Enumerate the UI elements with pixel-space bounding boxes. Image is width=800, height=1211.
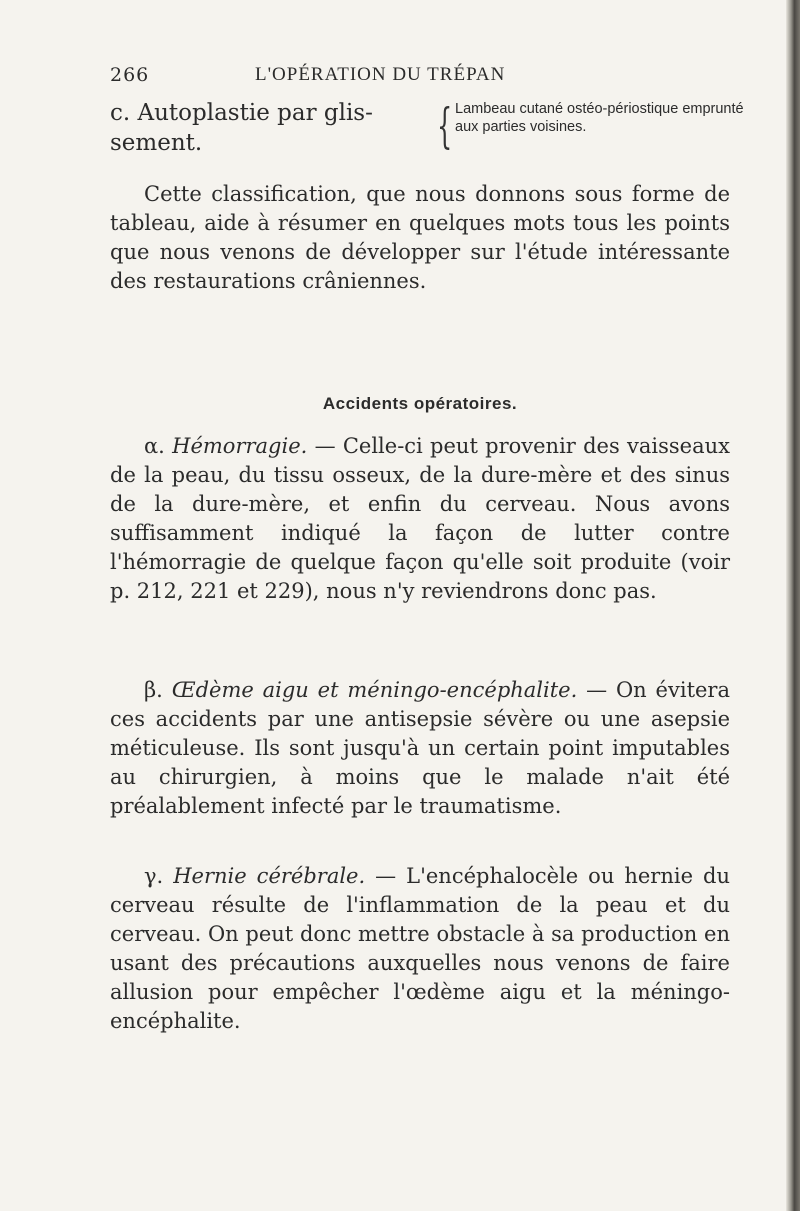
item-text: — Celle-ci peut provenir des vaisseaux de la peau, du tissu osseux, de la dure-mère et des sinus de la dure-mère, et enfin du cerveau. Nous avons suffisamment indiqué la façon de lutter contre l'hémorragie de quelque façon qu'elle soit produite (voir p. 212, 221 et 229), nous n'y reviendrons donc pas. [110, 434, 730, 603]
page-edge-shadow [786, 0, 800, 1211]
item-marker: γ. [144, 864, 164, 888]
item-marker: α. [144, 434, 165, 458]
brace-symbol: { [437, 98, 453, 154]
item-text: — L'encéphalocèle ou hernie du cerveau résulte de l'inflammation de la peau et du cerveau. On peut donc mettre obstacle à sa production en usant des précautions auxquelles nous venons de faire allusion pour empêcher l'œdème aigu et la méningo-encéphalite. [110, 864, 730, 1033]
autoplastie-lead: c. Autoplastie par glis-sement. [110, 100, 373, 156]
item-hemorragie [110, 432, 730, 606]
paragraph-intro: Cette classification, que nous donnons sous forme de tableau, aide à résumer en quelques mots tous les points que nous venons de développer sur l'étude intéressante des restaurations crâniennes. [110, 182, 730, 293]
item-title: Œdème aigu et méningo-encéphalite. [171, 678, 578, 702]
section-title: Accidents opératoires. [322, 394, 518, 413]
page-number: 266 [110, 64, 150, 86]
item-text: — On évitera ces accidents par une antisepsie sévère ou une asepsie méticuleuse. Ils sont jusqu'à un certain point imputables au chirurgien, à moins que le malade n'ait été préalablement infecté par le traumatisme. [110, 678, 730, 818]
autoplastie-entry [110, 98, 744, 158]
item-marker: β. [144, 678, 163, 702]
item-title: Hémorragie. [172, 434, 308, 458]
item-hernie [110, 862, 730, 1036]
item-oedeme [110, 676, 730, 821]
autoplastie-note: Lambeau cutané ostéo-périostique emprunté aux parties voisines. [455, 101, 744, 135]
running-title: L'OPÉRATION DU TRÉPAN [255, 64, 506, 85]
item-title: Hernie cérébrale. [173, 864, 366, 888]
